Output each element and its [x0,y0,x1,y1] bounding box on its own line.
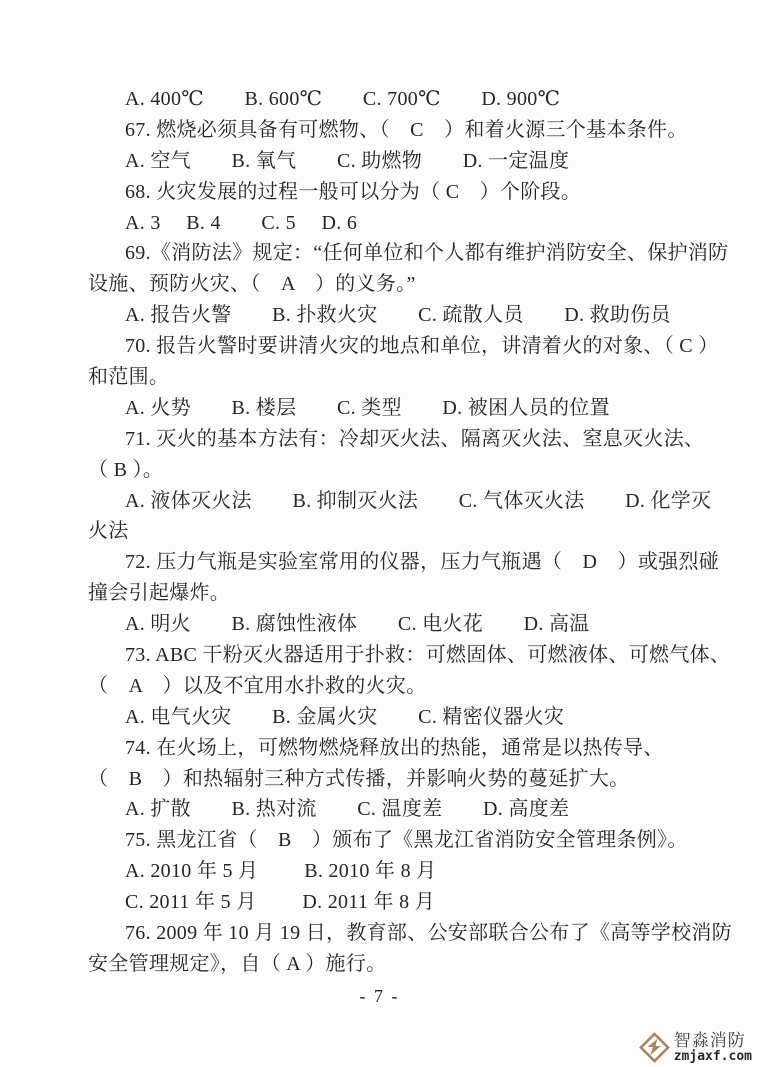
text-line: 72. 压力气瓶是实验室常用的仪器，压力气瓶遇（ D ）或强烈碰 [125,551,720,574]
text-line: 火法 [88,520,129,543]
text-line: A. 400℃ B. 600℃ C. 700℃ D. 900℃ [125,88,561,110]
question-text-block [88,84,732,980]
text-line: A. 扩散 B. 热对流 C. 温度差 D. 高度差 [125,798,570,821]
text-line: 67. 燃烧必须具备有可燃物、（ C ）和着火源三个基本条件。 [125,118,688,141]
page-number: - 7 - [359,986,400,1006]
text-line: 76. 2009 年 10 月 19 日，教育部、公安部联合公布了《高等学校消防 [125,922,732,945]
text-line: 75. 黑龙江省（ B ）颁布了《黑龙江省消防安全管理条例》。 [125,829,688,852]
brand-name: 智淼消防 [673,1031,746,1050]
watermark-logo [639,1032,752,1063]
text-line: （ B ）。 [88,458,164,481]
text-line: A. 3 B. 4 C. 5 D. 6 [125,211,358,234]
text-line: A. 电气火灾 B. 金属火灾 C. 精密仪器火灾 [125,705,565,728]
text-line: 73. ABC 干粉灭火器适用于扑救：可燃固体、可燃液体、可燃气体、 [125,644,731,667]
text-line: （ A ）以及不宜用水扑救的火灾。 [88,674,427,697]
text-line: （ B ）和热辐射三种方式传播，并影响火势的蔓延扩大。 [88,767,630,790]
text-line: A. 空气 B. 氧气 C. 助燃物 D. 一定温度 [125,149,570,172]
text-line: 71. 灭火的基本方法有：冷却灭火法、隔离灭火法、窒息灭火法、 [125,427,705,450]
text-line: A. 2010 年 5 月 B. 2010 年 8 月 [125,860,437,883]
text-line: A. 明火 B. 腐蚀性液体 C. 电火花 D. 高温 [125,613,590,636]
text-line: A. 火势 B. 楼层 C. 类型 D. 被困人员的位置 [125,396,610,419]
text-line: C. 2011 年 5 月 D. 2011 年 8 月 [125,891,435,914]
text-line: 69.《消防法》规定：“任何单位和个人都有维护消防安全、保护消防 [125,242,729,265]
text-line: 撞会引起爆炸。 [88,582,231,605]
text-line: A. 报告火警 B. 扑救火灾 C. 疏散人员 D. 救助伤员 [125,304,671,327]
brand-domain: zmjaxf.com [673,1049,752,1064]
text-line: 和范围。 [88,366,170,389]
text-line: 68. 火灾发展的过程一般可以分为（ C ）个阶段。 [125,180,582,203]
text-line: 设施、预防火灾、（ A ）的义务。” [88,273,416,296]
brand-text [674,1032,752,1063]
text-line: A. 液体灭火法 B. 抑制灭火法 C. 气体灭火法 D. 化学灭 [125,489,712,512]
text-line: 74. 在火场上，可燃物燃烧释放出的热能，通常是以热传导、 [125,736,664,759]
diamond-z-icon [639,1032,670,1063]
text-line: 安全管理规定》，自（ A ）施行。 [88,952,387,975]
text-line: 70. 报告火警时要讲清火灾的地点和单位，讲清着火的对象、（ C ） [125,335,719,358]
